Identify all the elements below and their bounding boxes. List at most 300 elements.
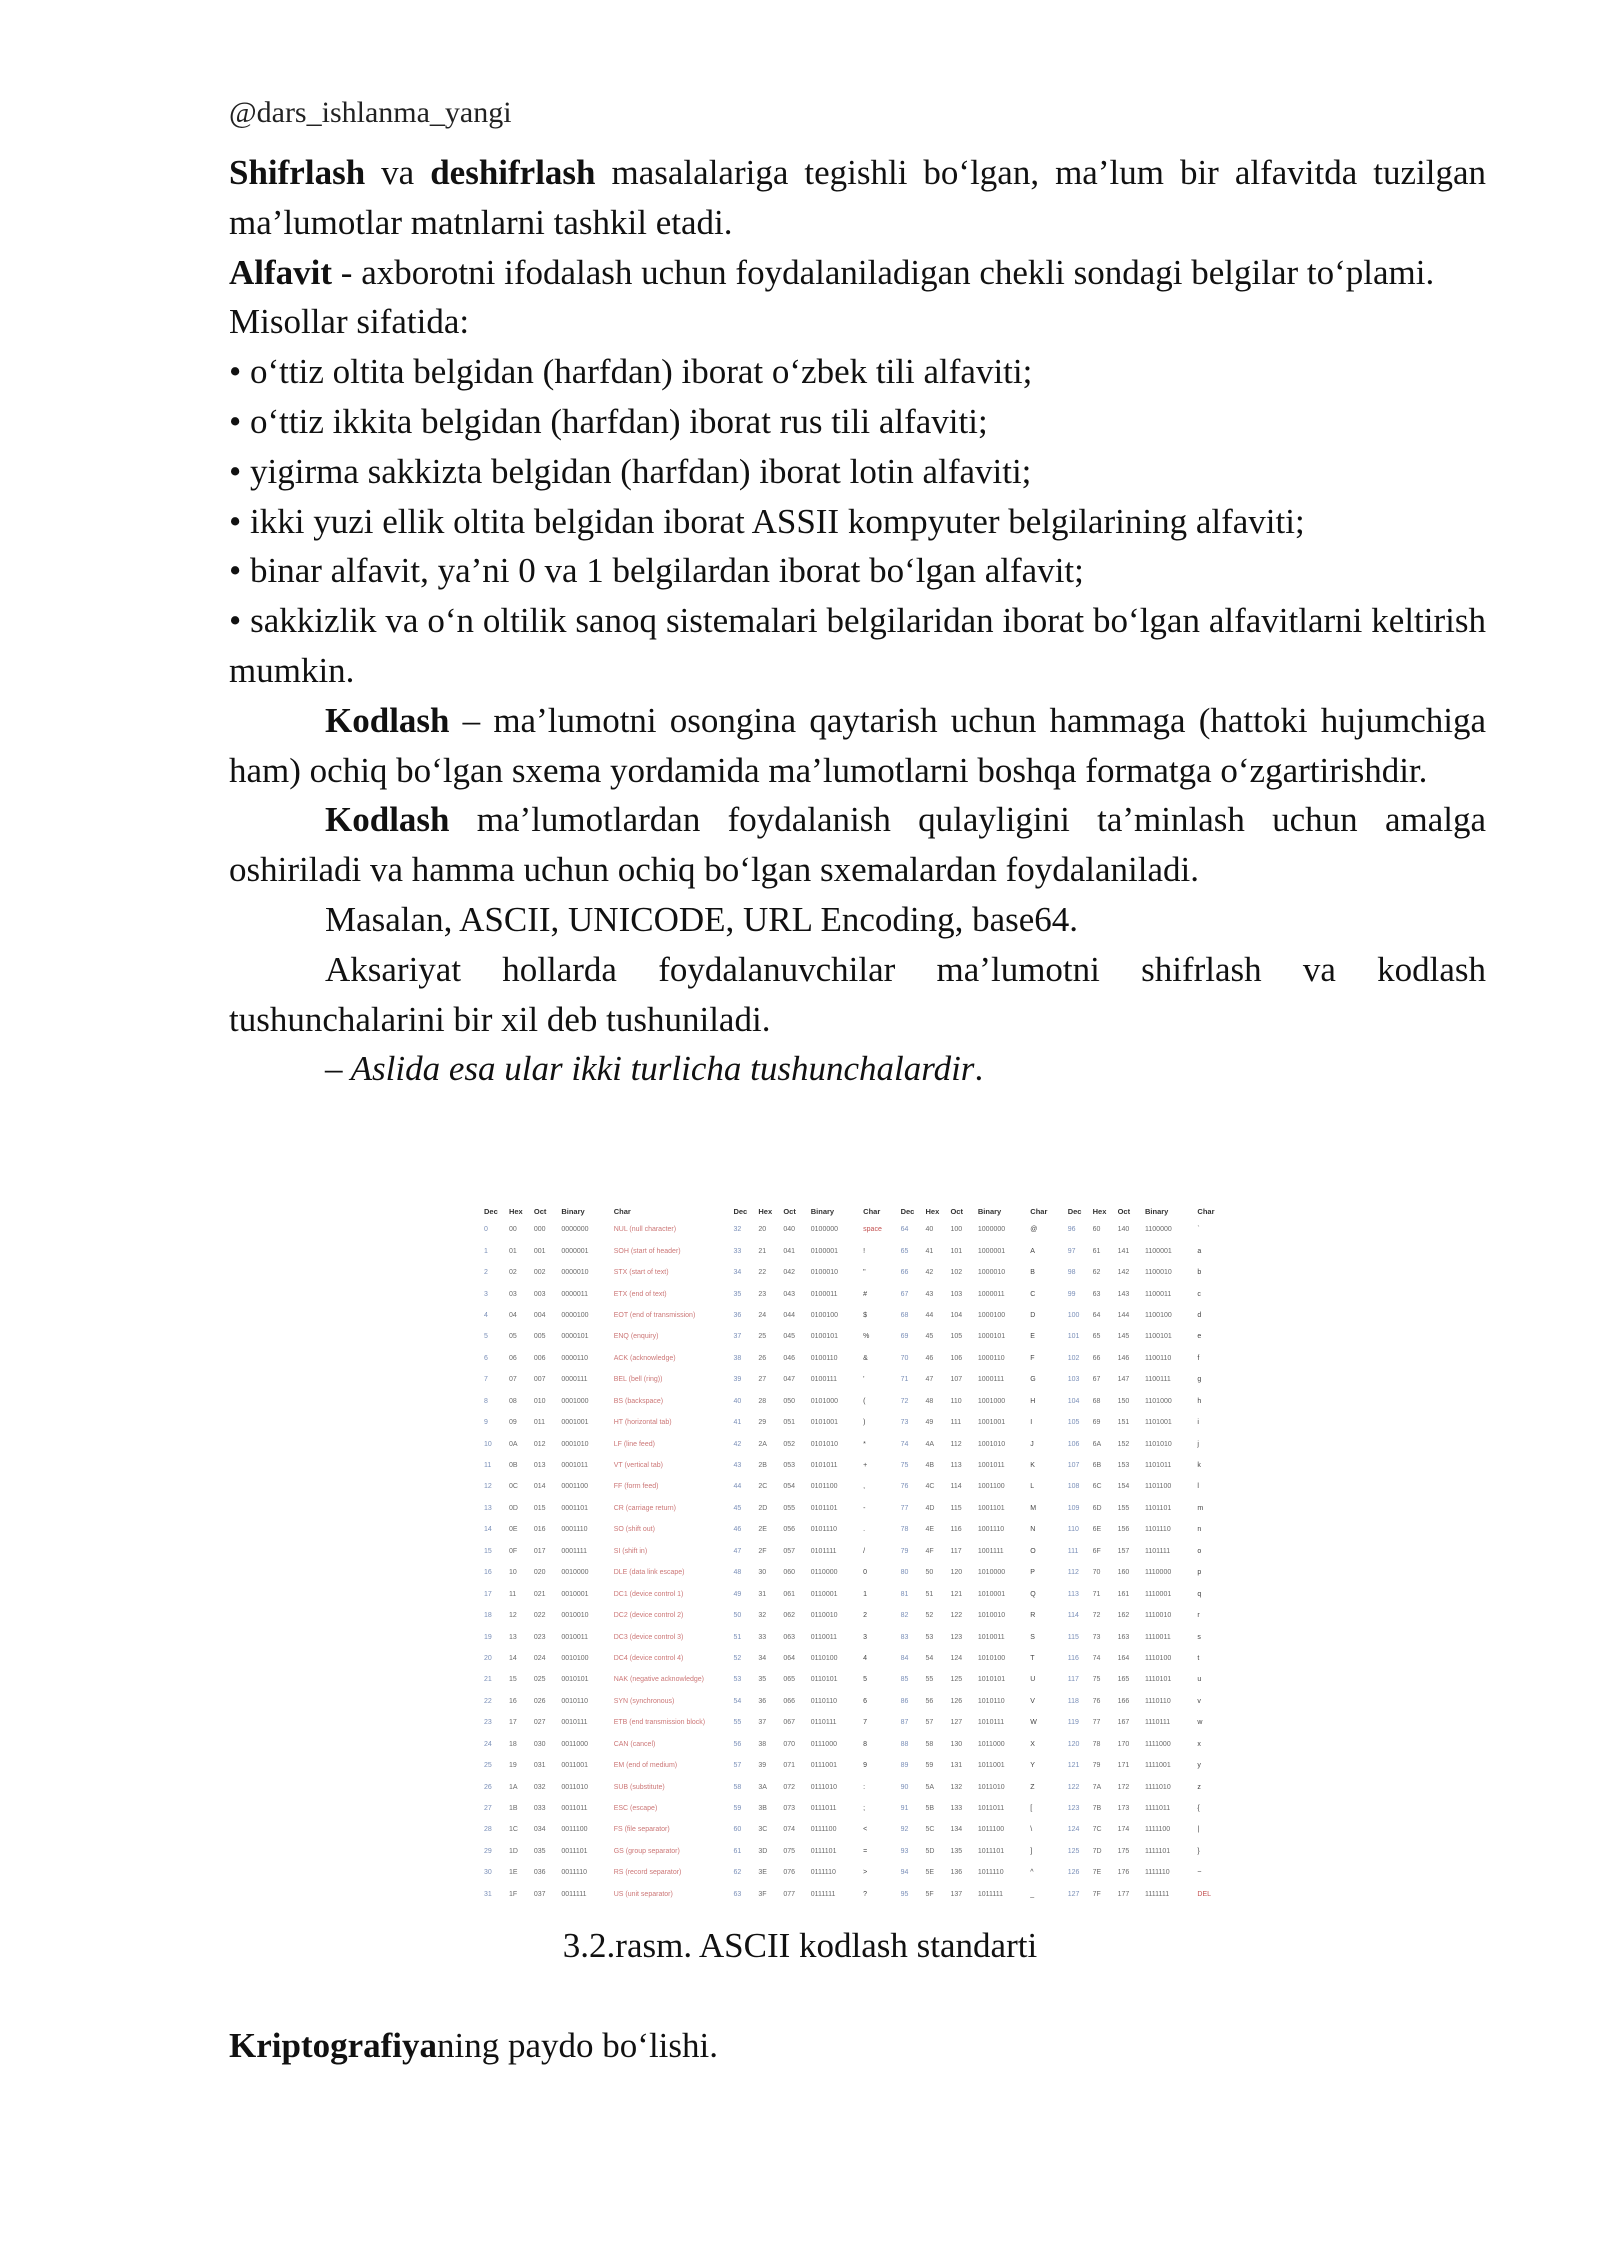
ascii-char-cell: |	[1197, 1826, 1200, 1834]
ascii-char-cell: T	[1030, 1654, 1035, 1662]
ascii-char-cell: p	[1197, 1569, 1202, 1577]
ascii-hex-cell: 67	[1092, 1376, 1101, 1384]
ascii-hex-cell: 35	[758, 1676, 767, 1684]
ascii-oct-cell: 073	[783, 1805, 796, 1813]
ascii-oct-cell: 001	[533, 1247, 546, 1255]
ascii-oct-cell: 105	[950, 1333, 963, 1341]
ascii-oct-cell: 077	[783, 1890, 796, 1898]
ascii-binary-cell: 0010001	[561, 1590, 589, 1598]
ascii-char-cell: L	[1030, 1483, 1035, 1491]
ascii-dec-cell: 2	[484, 1269, 488, 1277]
ascii-oct-cell: 173	[1117, 1805, 1130, 1813]
ascii-oct-cell: 146	[1117, 1354, 1130, 1362]
ascii-char-cell: b	[1197, 1269, 1202, 1277]
ascii-dec-cell: 11	[484, 1462, 492, 1470]
ascii-dec-cell: 5	[484, 1333, 488, 1341]
ascii-oct-cell: 023	[533, 1633, 546, 1641]
ascii-binary-cell: 1110011	[1145, 1633, 1171, 1641]
ascii-binary-cell: 0110001	[810, 1590, 838, 1598]
ascii-oct-cell: 000	[533, 1226, 546, 1234]
ascii-hex-cell: 3C	[758, 1826, 768, 1834]
ascii-dec-cell: 37	[733, 1333, 742, 1341]
ascii-char-cell: )	[863, 1419, 866, 1427]
ascii-column-header: Binary	[561, 1206, 585, 1216]
ascii-oct-cell: 122	[950, 1612, 963, 1620]
term-kodlash: Kodlash	[325, 800, 450, 840]
ascii-oct-cell: 136	[950, 1869, 963, 1877]
ascii-binary-cell: 0101010	[810, 1440, 839, 1448]
ascii-hex-cell: 5F	[925, 1890, 934, 1898]
ascii-char-cell: z	[1197, 1783, 1201, 1791]
ascii-char-cell: E	[1030, 1333, 1035, 1341]
ascii-oct-cell: 031	[533, 1762, 546, 1770]
ascii-dec-cell: 50	[733, 1612, 742, 1620]
ascii-binary-cell: 1000101	[977, 1333, 1006, 1341]
ascii-binary-cell: 1111100	[1145, 1826, 1171, 1834]
ascii-binary-cell: 1110001	[1145, 1590, 1172, 1598]
ascii-binary-cell: 0100000	[810, 1226, 839, 1234]
ascii-char-cell: u	[1197, 1676, 1202, 1684]
ascii-oct-cell: 047	[783, 1376, 796, 1384]
ascii-char-cell: $	[863, 1311, 868, 1319]
ascii-char-cell: H	[1030, 1397, 1036, 1405]
ascii-binary-cell: 1111111	[1145, 1890, 1170, 1898]
ascii-oct-cell: 034	[533, 1826, 546, 1834]
ascii-oct-cell: 172	[1117, 1783, 1130, 1791]
ascii-hex-cell: 28	[758, 1397, 767, 1405]
ascii-hex-cell: 7A	[1092, 1783, 1102, 1791]
paragraph-text: .	[974, 1049, 984, 1089]
ascii-column-header: Oct	[783, 1206, 796, 1216]
ascii-char-cell: %	[863, 1333, 870, 1341]
ascii-dec-cell: 79	[900, 1547, 909, 1555]
term-alfavit: Alfavit	[229, 252, 333, 292]
ascii-column-header: Hex	[508, 1206, 523, 1216]
ascii-binary-cell: 1001101	[977, 1504, 1005, 1512]
ascii-dec-cell: 56	[733, 1740, 742, 1748]
ascii-binary-cell: 0011111	[561, 1890, 587, 1898]
ascii-char-cell: s	[1197, 1633, 1201, 1641]
ascii-dec-cell: 91	[900, 1805, 909, 1813]
ascii-binary-cell: 1100110	[1145, 1354, 1172, 1362]
ascii-char-cell: BS (backspace)	[613, 1397, 664, 1405]
ascii-dec-cell: 29	[484, 1847, 492, 1855]
ascii-hex-cell: 0E	[508, 1526, 518, 1534]
ascii-hex-cell: 01	[508, 1247, 517, 1255]
table-row	[482, 1348, 1233, 1369]
ascii-dec-cell: 80	[900, 1569, 909, 1577]
ascii-binary-cell: 0010110	[561, 1697, 589, 1705]
list-item: • sakkizlik va o‘n oltilik sanoq sistemalari belgilaridan iborat bo‘lgan alfavitlarni keltirish mumkin.	[229, 601, 1486, 690]
ascii-dec-cell: 97	[1067, 1247, 1076, 1255]
ascii-binary-cell: 1001100	[977, 1483, 1005, 1491]
ascii-binary-cell: 0001000	[561, 1397, 589, 1405]
ascii-oct-cell: 015	[533, 1504, 546, 1512]
ascii-oct-cell: 171	[1117, 1762, 1130, 1770]
ascii-char-cell: SYN (synchronous)	[613, 1697, 675, 1705]
ascii-dec-cell: 118	[1067, 1697, 1079, 1705]
ascii-dec-cell: 43	[733, 1462, 742, 1470]
ascii-char-cell: &	[863, 1354, 868, 1362]
ascii-oct-cell: 107	[950, 1376, 963, 1384]
ascii-oct-cell: 070	[783, 1740, 796, 1748]
ascii-dec-cell: 66	[900, 1269, 909, 1277]
ascii-hex-cell: 63	[1092, 1290, 1101, 1298]
ascii-binary-cell: 0111110	[810, 1869, 836, 1877]
table-row	[482, 1583, 1233, 1604]
ascii-oct-cell: 046	[783, 1354, 796, 1362]
ascii-oct-cell: 153	[1117, 1462, 1130, 1470]
ascii-hex-cell: 0D	[508, 1504, 518, 1512]
ascii-hex-cell: 73	[1092, 1633, 1101, 1641]
ascii-hex-cell: 3F	[758, 1890, 767, 1898]
ascii-binary-cell: 0011000	[561, 1740, 589, 1748]
ascii-hex-cell: 5B	[925, 1805, 935, 1813]
table-row	[482, 1691, 1233, 1712]
ascii-char-cell: I	[1030, 1419, 1033, 1427]
ascii-hex-cell: 33	[758, 1633, 767, 1641]
ascii-char-cell: C	[1030, 1290, 1036, 1298]
ascii-dec-cell: 25	[484, 1762, 492, 1770]
ascii-dec-cell: 65	[900, 1247, 909, 1255]
ascii-oct-cell: 126	[950, 1697, 963, 1705]
ascii-oct-cell: 067	[783, 1719, 796, 1727]
ascii-hex-cell: 40	[925, 1226, 934, 1234]
ascii-dec-cell: 30	[484, 1869, 492, 1877]
ascii-oct-cell: 110	[950, 1397, 962, 1405]
ascii-oct-cell: 145	[1117, 1333, 1130, 1341]
ascii-dec-cell: 121	[1067, 1762, 1080, 1770]
ascii-dec-cell: 3	[484, 1290, 488, 1298]
ascii-binary-cell: 1001010	[977, 1440, 1006, 1448]
ascii-binary-cell: 1011000	[977, 1740, 1005, 1748]
ascii-dec-cell: 94	[900, 1869, 909, 1877]
ascii-char-cell: e	[1197, 1333, 1202, 1341]
ascii-dec-cell: 81	[900, 1590, 909, 1598]
ascii-oct-cell: 164	[1117, 1654, 1130, 1662]
ascii-oct-cell: 025	[533, 1676, 546, 1684]
ascii-char-cell: K	[1030, 1462, 1035, 1470]
ascii-binary-cell: 1010010	[977, 1612, 1006, 1620]
ascii-hex-cell: 77	[1092, 1719, 1101, 1727]
paragraph-text: - axborotni ifodalash uchun foydalaniladigan chekli sondagi belgilar to‘plami.	[332, 252, 1435, 292]
ascii-dec-cell: 73	[900, 1419, 909, 1427]
ascii-char-cell: i	[1197, 1419, 1199, 1427]
ascii-dec-cell: 84	[900, 1654, 909, 1662]
ascii-char-cell: t	[1197, 1654, 1200, 1662]
ascii-binary-cell: 1100001	[1145, 1247, 1172, 1255]
ascii-hex-cell: 49	[925, 1419, 934, 1427]
ascii-char-cell: N	[1030, 1526, 1036, 1534]
ascii-dec-cell: 39	[733, 1376, 742, 1384]
ascii-hex-cell: 5E	[925, 1869, 935, 1877]
ascii-dec-cell: 7	[484, 1376, 488, 1384]
ascii-dec-cell: 77	[900, 1504, 909, 1512]
ascii-oct-cell: 004	[533, 1311, 546, 1319]
ascii-column-header: Oct	[1117, 1206, 1131, 1216]
ascii-oct-cell: 102	[950, 1269, 963, 1277]
ascii-dec-cell: 22	[484, 1697, 492, 1705]
ascii-dec-cell: 72	[900, 1397, 909, 1405]
ascii-oct-cell: 167	[1117, 1719, 1130, 1727]
ascii-char-cell: CR (carriage return)	[613, 1504, 676, 1512]
table-row	[482, 1712, 1233, 1733]
ascii-binary-cell: 0111101	[810, 1847, 837, 1855]
ascii-oct-cell: 101	[950, 1247, 963, 1255]
ascii-char-cell: d	[1197, 1311, 1202, 1319]
ascii-hex-cell: 52	[925, 1612, 934, 1620]
ascii-dec-cell: 99	[1067, 1290, 1076, 1298]
ascii-oct-cell: 075	[783, 1847, 796, 1855]
ascii-binary-cell: 1010000	[977, 1569, 1006, 1577]
ascii-dec-cell: 17	[484, 1590, 492, 1598]
ascii-binary-cell: 0110111	[810, 1719, 837, 1727]
list-item: • yigirma sakkizta belgidan (harfdan) iborat lotin alfaviti;	[229, 451, 1032, 491]
ascii-char-cell: a	[1197, 1247, 1202, 1255]
ascii-char-cell: Y	[1030, 1762, 1035, 1770]
ascii-binary-cell: 0000001	[561, 1247, 589, 1255]
ascii-hex-cell: 43	[925, 1290, 934, 1298]
ascii-hex-cell: 7D	[1092, 1847, 1102, 1855]
ascii-hex-cell: 51	[925, 1590, 934, 1598]
ascii-oct-cell: 151	[1117, 1419, 1130, 1427]
ascii-oct-cell: 012	[533, 1440, 546, 1448]
ascii-char-cell: }	[1197, 1847, 1200, 1855]
ascii-hex-cell: 45	[925, 1333, 934, 1341]
ascii-hex-cell: 2C	[758, 1483, 768, 1491]
ascii-binary-cell: 0000011	[561, 1290, 589, 1298]
ascii-dec-cell: 68	[900, 1311, 909, 1319]
ascii-binary-cell: 1101000	[1145, 1397, 1172, 1405]
ascii-char-cell: R	[1030, 1612, 1036, 1620]
ascii-dec-cell: 6	[484, 1354, 488, 1362]
ascii-char-cell: ENQ (enquiry)	[613, 1333, 659, 1341]
ascii-hex-cell: 6F	[1092, 1547, 1101, 1555]
ascii-char-cell: /	[863, 1547, 866, 1555]
ascii-hex-cell: 3E	[758, 1869, 767, 1877]
italic-statement: – Aslida esa ular ikki turlicha tushunchalardir	[325, 1049, 975, 1089]
ascii-binary-cell: 0110010	[810, 1612, 838, 1620]
ascii-dec-cell: 15	[484, 1547, 492, 1555]
ascii-char-cell: FF (form feed)	[613, 1483, 659, 1491]
ascii-dec-cell: 57	[733, 1762, 742, 1770]
ascii-char-cell: Q	[1030, 1590, 1036, 1598]
ascii-hex-cell: 07	[508, 1376, 517, 1384]
ascii-oct-cell: 144	[1117, 1311, 1130, 1319]
ascii-dec-cell: 113	[1067, 1590, 1079, 1598]
ascii-dec-cell: 32	[733, 1226, 742, 1234]
ascii-hex-cell: 61	[1092, 1247, 1101, 1255]
ascii-char-cell: FS (file separator)	[613, 1826, 670, 1834]
ascii-hex-cell: 55	[925, 1676, 934, 1684]
ascii-char-cell: M	[1030, 1504, 1037, 1512]
ascii-hex-cell: 2B	[758, 1462, 767, 1470]
ascii-oct-cell: 062	[783, 1612, 796, 1620]
ascii-oct-cell: 125	[950, 1676, 963, 1684]
ascii-hex-cell: 3A	[758, 1783, 767, 1791]
ascii-dec-cell: 67	[900, 1290, 909, 1298]
ascii-char-cell: SOH (start of header)	[613, 1247, 681, 1255]
ascii-oct-cell: 154	[1117, 1483, 1130, 1491]
ascii-binary-cell: 1111101	[1145, 1847, 1171, 1855]
ascii-hex-cell: 65	[1092, 1333, 1101, 1341]
ascii-oct-cell: 135	[950, 1847, 963, 1855]
ascii-hex-cell: 20	[758, 1226, 767, 1234]
ascii-char-cell: +	[863, 1462, 868, 1470]
ascii-char-cell: v	[1197, 1697, 1201, 1705]
ascii-hex-cell: 72	[1092, 1612, 1101, 1620]
ascii-char-cell: 8	[863, 1740, 868, 1748]
ascii-hex-cell: 70	[1092, 1569, 1101, 1577]
ascii-hex-cell: 02	[508, 1269, 517, 1277]
ascii-binary-cell: 1111001	[1145, 1762, 1171, 1770]
ascii-hex-cell: 31	[758, 1590, 767, 1598]
ascii-hex-cell: 53	[925, 1633, 934, 1641]
ascii-oct-cell: 066	[783, 1697, 796, 1705]
ascii-oct-cell: 032	[533, 1783, 546, 1791]
ascii-char-cell: ETB (end transmission block)	[613, 1719, 706, 1727]
paragraph-text: ma’lumotlardan foydalanish qulayligini ta’minlash uchun amalga oshiriladi va hamma uchun ochiq bo‘lgan sxemalardan foydalaniladi.	[229, 800, 1486, 890]
ascii-char-cell: SI (shift in)	[613, 1547, 648, 1555]
ascii-char-cell: r	[1197, 1612, 1200, 1620]
ascii-hex-cell: 17	[508, 1719, 517, 1727]
ascii-dec-cell: 4	[484, 1311, 488, 1319]
ascii-char-cell: [	[1030, 1805, 1033, 1813]
ascii-char-cell: :	[863, 1783, 866, 1791]
ascii-dec-cell: 109	[1067, 1504, 1080, 1512]
ascii-oct-cell: 020	[533, 1569, 546, 1577]
ascii-hex-cell: 26	[758, 1354, 767, 1362]
ascii-dec-cell: 104	[1067, 1397, 1080, 1405]
ascii-binary-cell: 1101110	[1145, 1526, 1171, 1534]
ascii-char-cell: CAN (cancel)	[613, 1740, 656, 1748]
ascii-binary-cell: 1000100	[977, 1311, 1006, 1319]
ascii-oct-cell: 165	[1117, 1676, 1130, 1684]
ascii-oct-cell: 043	[783, 1290, 796, 1298]
section-heading	[229, 2026, 718, 2066]
ascii-oct-cell: 061	[783, 1590, 796, 1598]
ascii-oct-cell: 013	[533, 1462, 546, 1470]
paragraph-examples: Misollar sifatida:	[229, 302, 470, 342]
ascii-oct-cell: 027	[533, 1719, 546, 1727]
ascii-hex-cell: 11	[508, 1590, 517, 1598]
ascii-dec-cell: 61	[733, 1847, 742, 1855]
ascii-char-cell: <	[863, 1826, 868, 1834]
ascii-binary-cell: 0000100	[561, 1311, 589, 1319]
ascii-binary-cell: 1011010	[977, 1783, 1005, 1791]
ascii-char-cell: VT (vertical tab)	[613, 1462, 663, 1470]
ascii-table-body	[482, 1219, 1233, 1905]
ascii-oct-cell: 127	[950, 1719, 963, 1727]
ascii-oct-cell: 114	[950, 1483, 962, 1491]
document-body	[229, 148, 1486, 1094]
ascii-dec-cell: 107	[1067, 1462, 1080, 1470]
ascii-hex-cell: 0A	[508, 1440, 518, 1448]
ascii-dec-cell: 62	[733, 1869, 742, 1877]
ascii-oct-cell: 014	[533, 1483, 546, 1491]
ascii-oct-cell: 002	[533, 1269, 546, 1277]
ascii-oct-cell: 056	[783, 1526, 796, 1534]
ascii-hex-cell: 3B	[758, 1805, 767, 1813]
ascii-hex-cell: 64	[1092, 1311, 1101, 1319]
table-row	[482, 1305, 1233, 1326]
ascii-oct-cell: 100	[950, 1226, 963, 1234]
ascii-binary-cell: 1010011	[977, 1633, 1005, 1641]
ascii-dec-cell: 33	[733, 1247, 742, 1255]
ascii-oct-cell: 005	[533, 1333, 546, 1341]
ascii-char-cell: ?	[863, 1890, 868, 1898]
ascii-hex-cell: 42	[925, 1269, 934, 1277]
ascii-oct-cell: 065	[783, 1676, 796, 1684]
ascii-char-cell: 5	[863, 1676, 868, 1684]
ascii-oct-cell: 063	[783, 1633, 796, 1641]
ascii-binary-cell: 1011111	[977, 1890, 1004, 1898]
ascii-dec-cell: 42	[733, 1440, 742, 1448]
ascii-char-cell: l	[1197, 1483, 1199, 1491]
ascii-hex-cell: 57	[925, 1719, 934, 1727]
ascii-hex-cell: 47	[925, 1376, 934, 1384]
ascii-binary-cell: 0110110	[810, 1697, 837, 1705]
ascii-dec-cell: 96	[1067, 1226, 1076, 1234]
ascii-char-cell: *	[863, 1440, 866, 1448]
ascii-char-cell: ;	[863, 1805, 866, 1813]
ascii-dec-cell: 59	[733, 1805, 742, 1813]
ascii-char-cell: q	[1197, 1590, 1202, 1598]
ascii-char-cell: NUL (null character)	[613, 1226, 677, 1234]
table-row	[482, 1283, 1233, 1304]
ascii-oct-cell: 175	[1117, 1847, 1130, 1855]
ascii-char-cell: DC3 (device control 3)	[613, 1633, 684, 1641]
ascii-char-cell: ACK (acknowledge)	[613, 1354, 676, 1362]
ascii-char-cell: o	[1197, 1547, 1202, 1555]
ascii-hex-cell: 1A	[508, 1783, 518, 1791]
ascii-hex-cell: 6D	[1092, 1504, 1102, 1512]
ascii-dec-cell: 45	[733, 1504, 742, 1512]
ascii-hex-cell: 16	[508, 1697, 517, 1705]
ascii-char-cell: W	[1030, 1719, 1037, 1727]
ascii-binary-cell: 1000001	[977, 1247, 1006, 1255]
paragraph-examples-encoding: Masalan, ASCII, UNICODE, URL Encoding, base64.	[325, 899, 1079, 939]
ascii-binary-cell: 0011001	[561, 1762, 589, 1770]
ascii-dec-cell: 31	[484, 1890, 492, 1898]
ascii-binary-cell: 0111001	[810, 1762, 837, 1770]
ascii-oct-cell: 054	[783, 1483, 796, 1491]
ascii-hex-cell: 1B	[508, 1805, 518, 1813]
ascii-dec-cell: 101	[1067, 1333, 1080, 1341]
table-row	[482, 1455, 1233, 1476]
table-row	[482, 1819, 1233, 1840]
ascii-binary-cell: 1000010	[977, 1269, 1006, 1277]
table-row	[482, 1648, 1233, 1669]
ascii-dec-cell: 108	[1067, 1483, 1080, 1491]
ascii-table	[482, 1203, 1233, 1905]
ascii-dec-cell: 90	[900, 1783, 909, 1791]
table-row	[482, 1605, 1233, 1626]
ascii-oct-cell: 155	[1117, 1504, 1130, 1512]
ascii-hex-cell: 7C	[1092, 1826, 1102, 1834]
ascii-column-header: Binary	[810, 1206, 835, 1216]
ascii-oct-cell: 044	[783, 1311, 796, 1319]
ascii-oct-cell: 016	[533, 1526, 546, 1534]
ascii-char-cell: F	[1030, 1354, 1035, 1362]
ascii-column-header: Dec	[1067, 1206, 1082, 1216]
ascii-binary-cell: 1110111	[1145, 1719, 1171, 1727]
ascii-hex-cell: 6A	[1092, 1440, 1102, 1448]
ascii-binary-cell: 1101111	[1145, 1547, 1171, 1555]
ascii-binary-cell: 0100001	[810, 1247, 839, 1255]
ascii-hex-cell: 0B	[508, 1462, 518, 1470]
ascii-dec-cell: 13	[484, 1504, 492, 1512]
